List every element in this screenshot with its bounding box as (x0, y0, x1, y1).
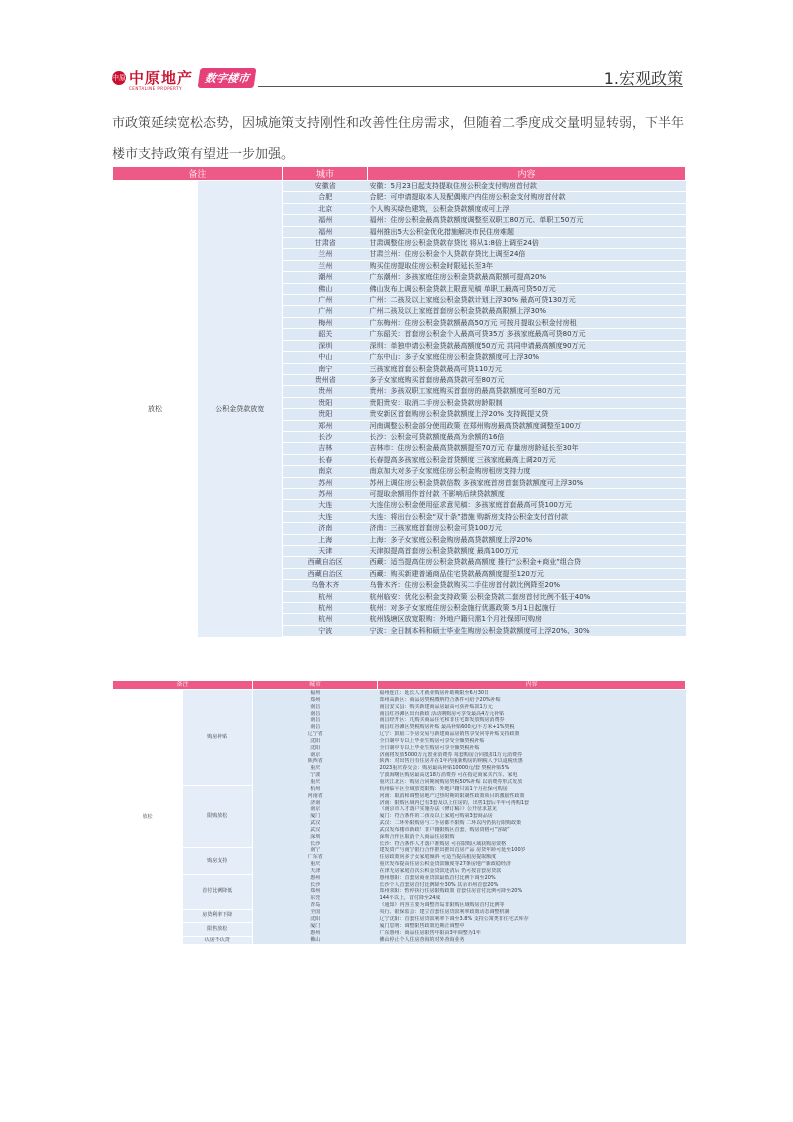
content-cell: 南昌经开区：凡购买商品住宅和非住宅即发放购房消费券 (378, 717, 686, 724)
subcategory-label: 认房不认贷 (183, 936, 253, 944)
city-cell: 重庆 (253, 779, 378, 786)
city-cell: 深圳 (253, 834, 378, 841)
city-cell: 南昌 (253, 724, 378, 731)
table-row (113, 875, 686, 882)
content-cell: 吉林市：住房公积金最高贷款额提至70万元 存量房房龄延长至30年 (368, 443, 686, 454)
content-cell: 河南调整公积金部分使用政策 在郑州购房最高贷款额度调整至100万 (368, 420, 686, 431)
city-cell: 安徽省 (283, 181, 368, 192)
city-cell: 厦门 (253, 813, 378, 820)
content-cell: 宁波：全日制本科和硕士毕业生购房公积金贷款额度可上浮20%、30% (368, 625, 686, 636)
content-cell: 长春提高多孩家庭公积金首贷额度 三孩家庭最高上调20万元 (368, 454, 686, 465)
category-label: 放松 (113, 690, 183, 945)
city-cell: 沈阳 (253, 738, 378, 745)
city-cell: 贵阳 (283, 397, 368, 408)
content-cell: 可提取余额用作首付款 不影响后续贷款额度 (368, 488, 686, 499)
city-cell: 中山 (283, 352, 368, 363)
content-cell: 全日制中专以上毕业生购房可享受全额契税补贴 (378, 738, 686, 745)
city-cell: 惠州 (253, 930, 378, 937)
city-cell: 西藏自治区 (283, 557, 368, 568)
city-cell: 济南 (253, 800, 378, 807)
content-cell: 南昌安义县：购买新建商品房最高可获补贴款1万元 (378, 704, 686, 711)
content-cell: 《南京市人才落户实施办法（修订稿）》公开征求意见 (378, 806, 686, 813)
content-cell: 佛山停止个人住房查询的对外查询业务 (378, 936, 686, 944)
city-cell: 南昌 (253, 711, 378, 718)
subcategory-label: 限售放松 (183, 923, 253, 937)
content-cell: 长沙：公积金可贷款额度最高为余额的16倍 (368, 431, 686, 442)
logo-tag: 数字楼市 (198, 68, 257, 88)
city-cell: 南京 (283, 466, 368, 477)
city-cell: 甘肃省 (283, 238, 368, 249)
city-cell: 苏州 (283, 477, 368, 488)
city-cell: 吉林 (283, 443, 368, 454)
city-cell: 苏州 (283, 488, 368, 499)
content-cell: 西藏：购买新建普通商品住宅贷款最高额度提至120万元 (368, 568, 686, 579)
content-cell: 郑州荥阳：暂停执行住房限购政策 首套住房首付比例可降至20% (378, 888, 686, 895)
city-cell: 福州 (253, 690, 378, 697)
content-cell: 上海：多子女家庭公积金购房最高贷款额度上浮20% (368, 534, 686, 545)
content-cell: 济南将发放5000万元置业消费券 每套购房合同抵扣1万元消费券 (378, 752, 686, 759)
logo-english: CENTALINE PROPERTY (129, 86, 183, 91)
city-cell: 重庆 (253, 861, 378, 868)
content-cell: 厦门思明：调整限售政策近期正调整中 (378, 923, 686, 930)
content-cell: 购买住房提取住房公积金时限延长至3年 (368, 260, 686, 271)
content-cell: 河南：取消和调整房地产过热时期的限制性政策项目的激励性政策 (378, 793, 686, 800)
city-cell: 长沙 (253, 841, 378, 848)
content-cell: 厦门：符合条件的二孩及以上家庭可购第3套商品房 (378, 813, 686, 820)
city-cell: 天津 (253, 868, 378, 875)
city-cell: 乌鲁木齐 (283, 580, 368, 591)
table-row (113, 847, 686, 854)
content-cell: 杭州：对多子女家庭住房公积金施行优惠政策 5月1日起施行 (368, 603, 686, 614)
content-cell: 建发资产与南宁银行合作推出推出首房产品 房贷年龄可延至100岁 (378, 847, 686, 854)
city-cell: 杭州 (283, 614, 368, 625)
city-cell: 佛山 (253, 936, 378, 944)
content-cell: 《通知》内容主要为调整青岛非限购区域购房首付比例等 (378, 902, 686, 909)
city-cell: 上海 (283, 534, 368, 545)
city-cell: 武汉 (253, 820, 378, 827)
content-cell: 杭州临安：优化公积金支持政策 公积金贷款二套房首付比例不低于40% (368, 591, 686, 602)
content-cell: 三孩家庭首套公积金贷款最高可贷110万元 (368, 363, 686, 374)
header-city: 城市 (253, 681, 378, 690)
city-cell: 郑州 (253, 697, 378, 704)
content-cell: 2023重庆春交会：购房最高补贴10000元/套 契税补贴5% (378, 765, 686, 772)
city-cell: 贵阳 (283, 409, 368, 420)
city-cell: 南昌 (253, 717, 378, 724)
city-cell: 沈阳 (253, 745, 378, 752)
city-cell: 深圳 (283, 340, 368, 351)
logo-name: 中原地产 (129, 68, 194, 87)
content-cell: 住房政策向多子女家庭倾斜 可适当提高租房提取额度 (378, 854, 686, 861)
content-cell: 辽宁：鼓励二手房交易与新建商品房销售享受同等补贴支持政策 (378, 731, 686, 738)
content-cell: 南昌红谷滩区契税购房补贴 最高补贴600元/平方米+1%契税 (378, 724, 686, 731)
content-cell: 天津拟提高首套房公积金贷款额度 最高100万元 (368, 546, 686, 557)
logo-mark-icon: 中原 (112, 71, 126, 85)
city-cell: 青岛 (253, 902, 378, 909)
city-cell: 长沙 (253, 882, 378, 889)
city-cell: 贵州 (283, 386, 368, 397)
content-cell: 甘肃调整住房公积金贷款存贷比 将从1:8倍上调至24倍 (368, 238, 686, 249)
content-cell: 福州连江：延长人才就业购房补助期限至6月30日 (378, 690, 686, 697)
content-cell: 乌鲁木齐：住房公积金贷款购买二手住房首付款比例降至20% (368, 580, 686, 591)
intro-paragraph: 市政策延续宽松态势，因城施策支持刚性和改善性住房需求，但随着二季度成交量明显转弱，下半年楼市支持政策有望进一步加强。 (112, 116, 685, 162)
city-cell: 杭州 (253, 786, 378, 793)
policy-table-relaxation (112, 680, 686, 945)
table-header-row (113, 681, 686, 690)
city-cell: 辽宁省 (253, 731, 378, 738)
header-content: 内容 (368, 167, 686, 181)
header-content: 内容 (378, 681, 686, 690)
content-cell: 在津无房家庭首次公积金贷款还清后 仍可按首套房贷款 (378, 868, 686, 875)
content-cell: 广东中山：多子女家庭住房公积金贷款额度可上浮30% (368, 352, 686, 363)
city-cell: 梅州 (283, 317, 368, 328)
content-cell: 长沙：符合条件人才落户准购房 可在限购区域获购房资格 (378, 841, 686, 848)
policy-table-provident-fund (112, 166, 686, 637)
city-cell: 长沙 (283, 431, 368, 442)
content-cell: 广东梅州：住房公积金贷款额最高50万元 可按月提取公积金付房租 (368, 317, 686, 328)
city-cell: 大连 (283, 511, 368, 522)
subcategory-label: 房贷利率下降 (183, 909, 253, 923)
city-cell: 北京 (283, 203, 368, 214)
content-cell: 广州：二孩及以上家庭公积金贷款计划上浮30% 最高可贷130万元 (368, 295, 686, 306)
city-cell: 陕西省 (253, 758, 378, 765)
subcategory-label: 首付比例降低 (183, 875, 253, 909)
city-cell: 潮州 (283, 272, 368, 283)
subcategory-label: 公积金贷款放宽 (198, 181, 283, 637)
city-cell: 宁波 (253, 772, 378, 779)
content-cell: 苏州上调住房公积金贷款倍数 多孩家庭首房首套贷款额度可上浮30% (368, 477, 686, 488)
content-cell: 陕西：对出售自有住房并在1年内重新购房的纳税人予以退税优惠 (378, 758, 686, 765)
company-logo (112, 67, 255, 89)
city-cell: 重庆 (253, 765, 378, 772)
subcategory-label: 购房支持 (183, 847, 253, 874)
city-cell: 福州 (283, 226, 368, 237)
city-cell: 杭州 (283, 591, 368, 602)
city-cell: 全国 (253, 909, 378, 916)
content-cell: 济南：限购区域内已有3套及以上住房的，出售1套后半年可再购1套 (378, 800, 686, 807)
content-cell: 广州二孩及以上家庭首套房公积金贷款最高限额上浮30% (368, 306, 686, 317)
city-cell: 广州 (283, 295, 368, 306)
city-cell: 韶关 (283, 329, 368, 340)
table-row (113, 936, 686, 944)
content-cell: 郑州高新区：商品房契税缴纳符合条件可给予20%补贴 (378, 697, 686, 704)
city-cell: 郑州 (283, 420, 368, 431)
table-row (113, 181, 686, 192)
table-header-row (113, 167, 686, 181)
content-cell: 宁波海曙区购房最高送18万消费券 可在指定商家买汽车、家电 (378, 772, 686, 779)
city-cell: 福州 (283, 215, 368, 226)
content-cell: 合肥：可申请提取本人及配偶账户内住房公积金支付购房首付款 (368, 192, 686, 203)
city-cell: 厦门 (253, 923, 378, 930)
subcategory-label: 限购放松 (183, 786, 253, 848)
content-cell: 全日制中专以上毕业生购房可享全额契税补贴 (378, 745, 686, 752)
content-cell: 深圳：单独申请公积金贷款最高额度50万元 共同申请最高额度90万元 (368, 340, 686, 351)
content-cell: 重庆江北区：购房合同期间购房契税50%补贴 以消费券形式发放 (378, 779, 686, 786)
header-remark: 备注 (113, 681, 253, 690)
header-remark: 备注 (113, 167, 283, 181)
city-cell: 大连 (283, 500, 368, 511)
city-cell: 天津 (283, 546, 368, 557)
content-cell: 济南：三孩家庭首套房公积金可贷100万元 (368, 523, 686, 534)
content-cell: 福州推出5大公积金优化措施解决市民住房难题 (368, 226, 686, 237)
city-cell: 西藏自治区 (283, 568, 368, 579)
category-label: 放松 (113, 181, 198, 637)
content-cell: 福州：住房公积金最高贷款额度调整至双职工80万元、单职工50万元 (368, 215, 686, 226)
content-cell: 武汉：二环外限购房与二手房都不限购 二环以内仍执行限购政策 (378, 820, 686, 827)
city-cell: 河南省 (253, 793, 378, 800)
city-cell: 南昌 (253, 704, 378, 711)
table-row (113, 909, 686, 916)
city-cell: 广东省 (253, 854, 378, 861)
city-cell: 惠州 (253, 875, 378, 882)
city-cell: 广州 (283, 306, 368, 317)
city-cell: 兰州 (283, 260, 368, 271)
city-cell: 南京 (253, 806, 378, 813)
content-cell: 辽宁沈阳：首套住房贷款利率下调至3.8% 支持公寓类非住宅去库存 (378, 916, 686, 923)
city-cell: 贵州省 (283, 374, 368, 385)
content-cell: 西藏：适当提高住房公积金贷款最高额度 推行“公积金+商业”组合贷 (368, 557, 686, 568)
city-cell: 南宁 (253, 847, 378, 854)
content-cell: 杭州临平区全域放宽限购：外地户籍只需1个月社保可购房 (378, 786, 686, 793)
city-cell: 兰州 (283, 249, 368, 260)
content-cell: 贵州：多孩双职工家庭购买首套房的最高贷款额度可至80万元 (368, 386, 686, 397)
city-cell: 郑州 (253, 888, 378, 895)
content-cell: 武汉发布楼市新政！非户籍限购区首套，购房资格可“容缺” (378, 827, 686, 834)
table-row (113, 923, 686, 930)
subcategory-label: 购房补贴 (183, 690, 253, 786)
content-cell: 大连住房公积金使用征求意见稿：多孩家庭首套最高可贷100万元 (368, 500, 686, 511)
city-cell: 东莞 (253, 895, 378, 902)
content-cell: 多子女家庭购买首套房最高贷款可至80万元 (368, 374, 686, 385)
content-cell: 重庆发布提高住房公积金贷款额度等27条房地产新政稳经济 (378, 861, 686, 868)
content-cell: 安徽：5月23日起支持提取住房公积金支付购房首付款 (368, 181, 686, 192)
content-cell: 贵阳贵安：取消二手房公积金贷款房龄限制 (368, 397, 686, 408)
city-cell: 佛山 (283, 283, 368, 294)
section-title: 1.宏观政策 (603, 69, 683, 88)
content-cell: 个人购买绿色建筑，公积金贷款额度或可上浮 (368, 203, 686, 214)
content-cell: 深圳合作区取消个人商品住房限购 (378, 834, 686, 841)
content-cell: 大连：将出台公积金“双十条”措施 购新房支持公积金支付首付款 (368, 511, 686, 522)
table-row (113, 690, 686, 697)
table-row (113, 786, 686, 793)
city-cell: 宁波 (283, 625, 368, 636)
content-cell: 广东韶关：首套房公积金个人最高可贷35万 多孩家庭最高可贷80万元 (368, 329, 686, 340)
content-cell: 南京加大对多子女家庭住房公积金购房租房支持力度 (368, 466, 686, 477)
content-cell: 长沙个人首套房首付比例降至30% 其余市州首套20% (378, 882, 686, 889)
header-city: 城市 (283, 167, 368, 181)
city-cell: 沈阳 (253, 916, 378, 923)
content-cell: 佛山发布上调公积金贷款上限意见稿 单职工最高可贷50万元 (368, 283, 686, 294)
city-cell: 南宁 (283, 363, 368, 374)
content-cell: 广东惠州：商品住房限售年限由3年调整为1年 (378, 930, 686, 937)
city-cell: 杭州 (283, 603, 368, 614)
content-cell: 广东潮州：多孩家庭住房公积金贷款最高限额可提高20% (368, 272, 686, 283)
content-cell: 贵安新区首套购房公积金贷款额度上浮20% 支持既提又贷 (368, 409, 686, 420)
city-cell: 合肥 (283, 192, 368, 203)
content-cell: 惠州惠阳：首套房商业贷款最低首付比例下调至20% (378, 875, 686, 882)
city-cell: 南京 (253, 752, 378, 759)
content-cell: 央行、银保监会：建立首套住房贷款利率政策动态调整机制 (378, 909, 686, 916)
content-cell: 南昌红谷滩区出台新政 活动期购房可享受最高4万元补贴 (378, 711, 686, 718)
city-cell: 武汉 (253, 827, 378, 834)
content-cell: 杭州钱塘区放宽限购：外地户籍只需1个月社保即可购房 (368, 614, 686, 625)
city-cell: 长春 (283, 454, 368, 465)
content-cell: 144平以上，首付降至24成 (378, 895, 686, 902)
content-cell: 甘肃兰州：住房公积金个人贷款存贷比上调至24倍 (368, 249, 686, 260)
city-cell: 济南 (283, 523, 368, 534)
